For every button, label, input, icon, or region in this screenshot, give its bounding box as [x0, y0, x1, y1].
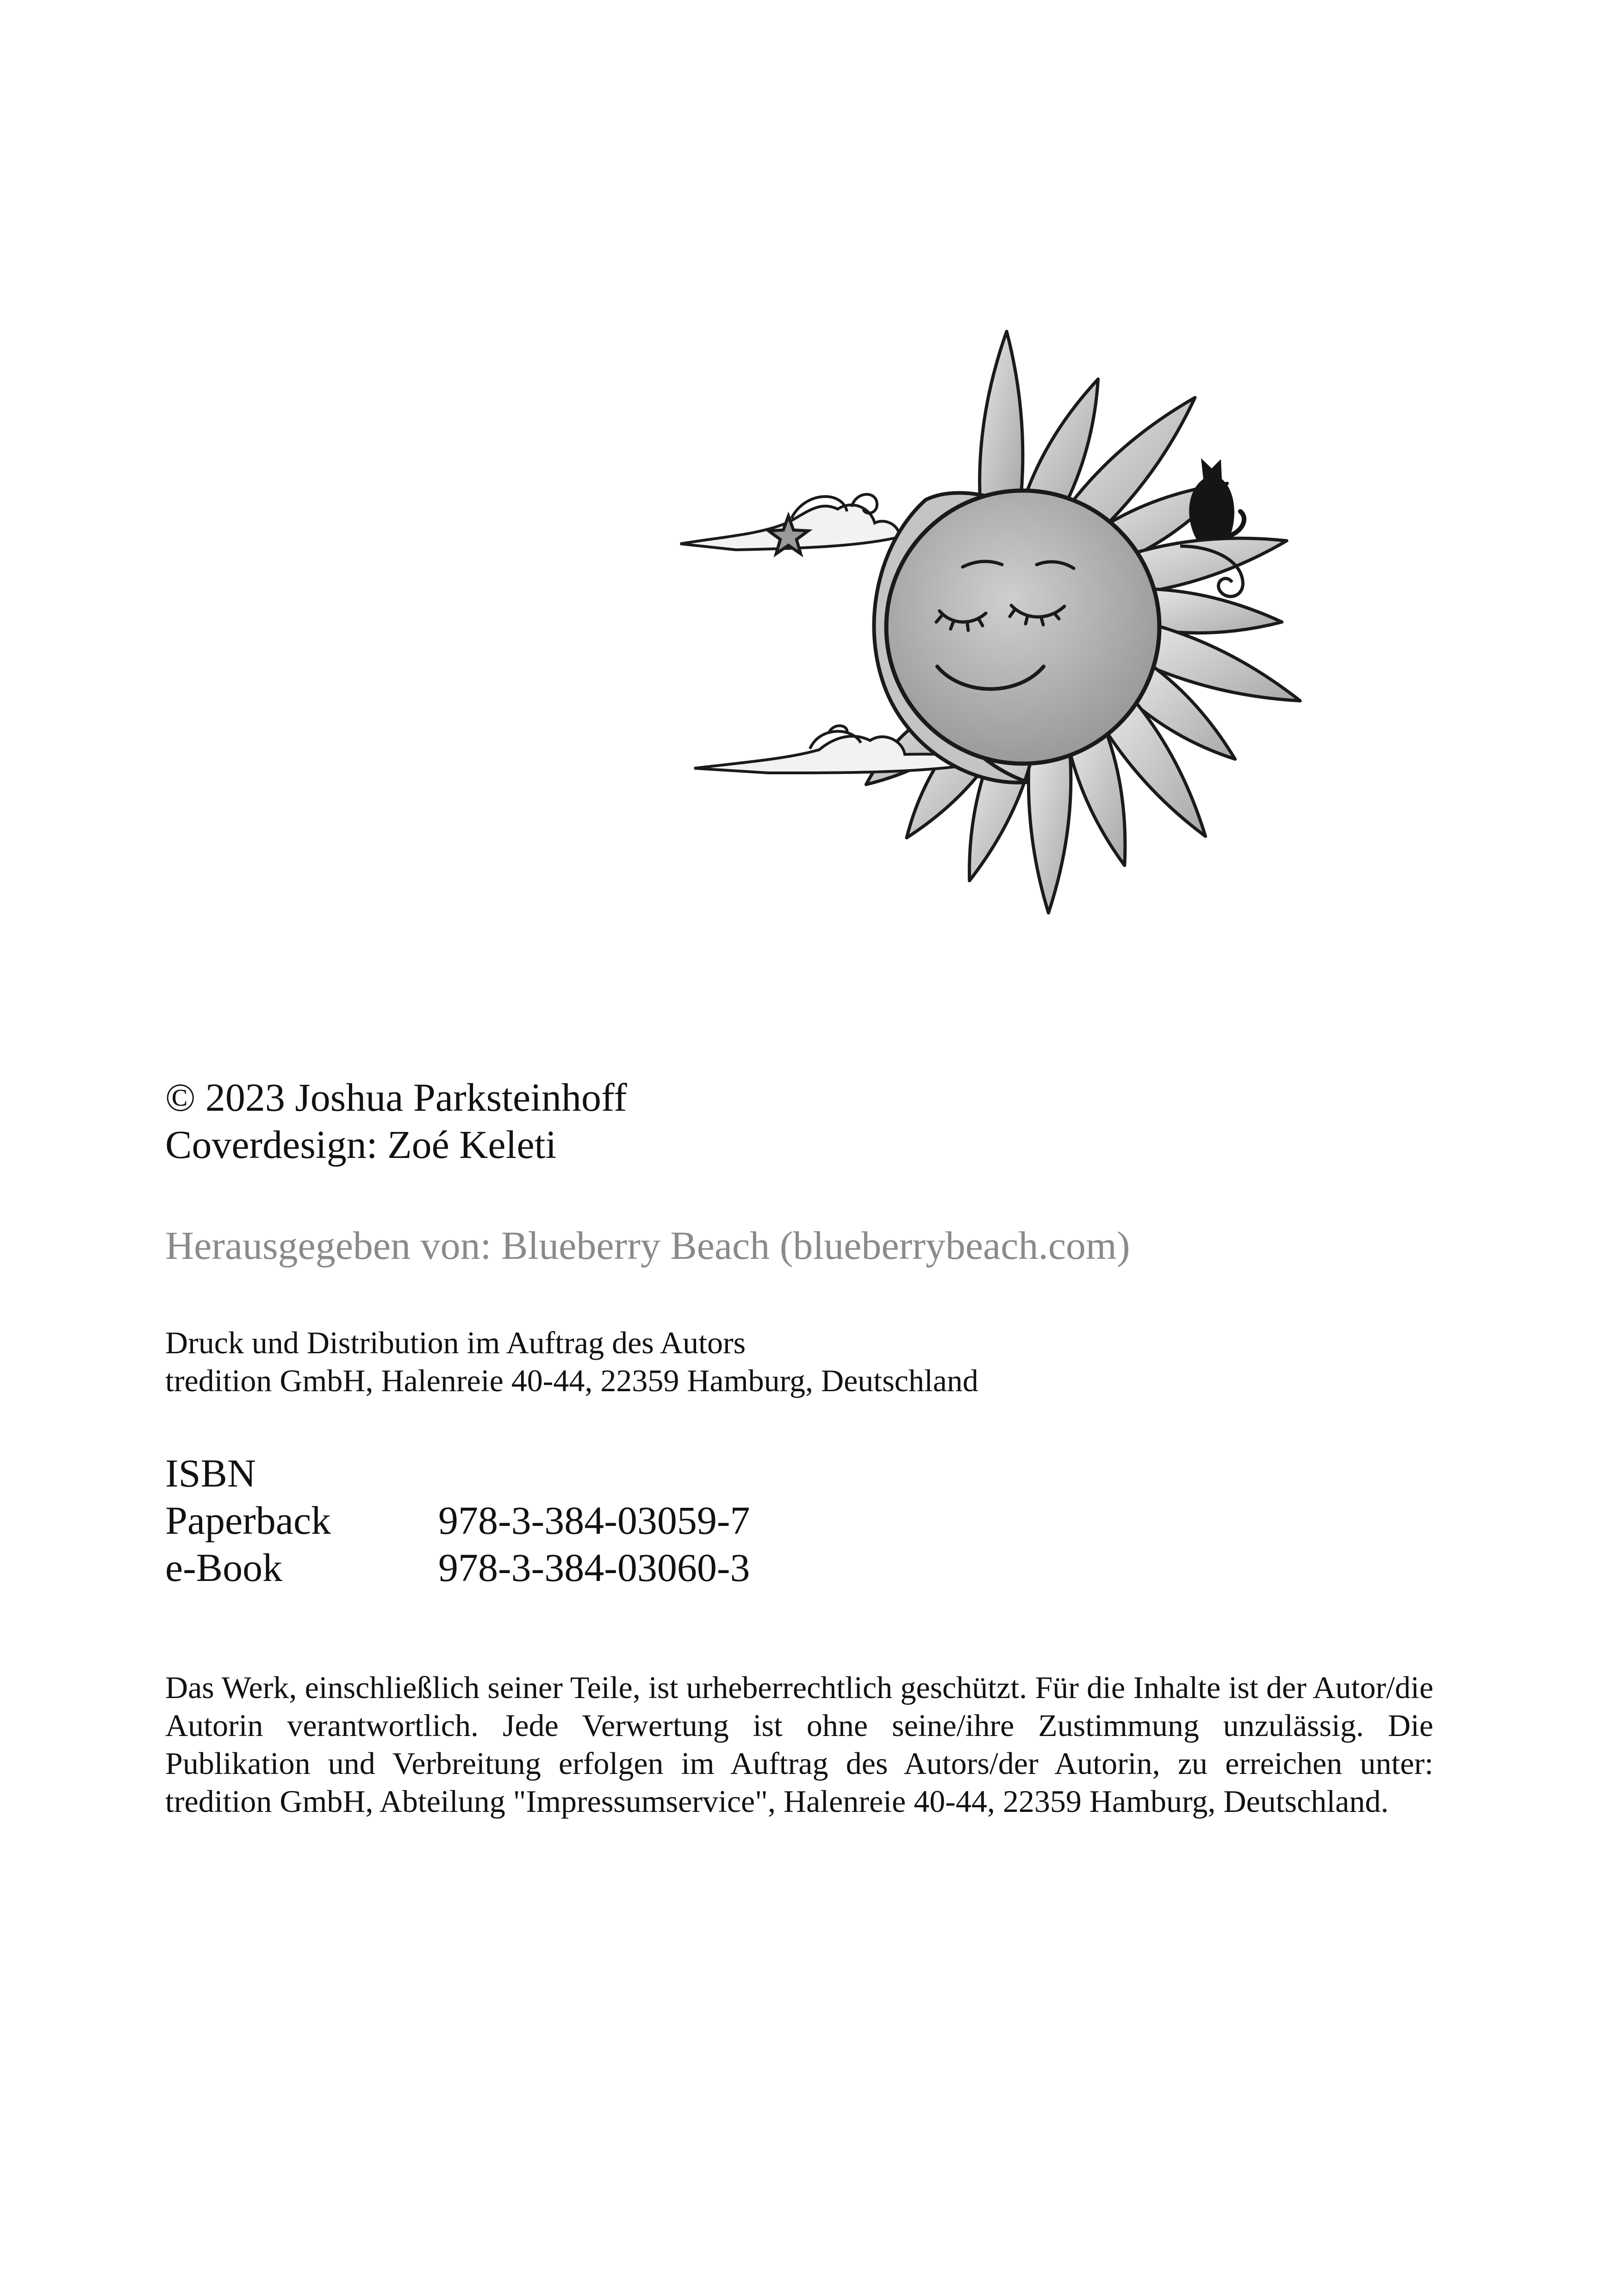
- isbn-label: e-Book: [165, 1545, 283, 1590]
- sun-face: [886, 491, 1159, 764]
- isbn-value: 978-3-384-03060-3: [438, 1545, 750, 1590]
- sun-ray: [1028, 748, 1071, 913]
- isbn-label: Paperback: [165, 1498, 331, 1543]
- isbn-value: 978-3-384-03059-7: [438, 1498, 750, 1543]
- publisher-line: Herausgegeben von: Blueberry Beach (blueberrybeach.com): [165, 1223, 1130, 1268]
- cover-design-line: Coverdesign: Zoé Keleti: [165, 1122, 557, 1167]
- legal-notice: Das Werk, einschließlich seiner Teile, ist urheberrechtlich geschützt. Für die Inhalte ist der Autor/die Autorin verantwortlich. Jede Verwertung ist ohne seine/ihre Zustimmung unzulässig. Die Publikation und Verbreitung erfolgen im Auftrag des Autors/der Autorin, zu erreichen unter: tredition GmbH, Abteilung "Impressumservice", Halenreie 40-44, 22359 Hamburg, Deutschland.: [165, 1670, 1433, 1819]
- isbn-block: [165, 1450, 750, 1591]
- isbn-heading: ISBN: [165, 1451, 256, 1495]
- sun-ray: [980, 331, 1023, 505]
- print-distribution-block: [165, 1324, 978, 1400]
- isbn-row-ebook: [165, 1544, 750, 1591]
- copyright-line: © 2023 Joshua Parksteinhoff: [165, 1075, 627, 1120]
- print-line: Druck und Distribution im Auftrag des Autors: [165, 1325, 746, 1360]
- cat-icon: [1189, 458, 1244, 539]
- sun-ray: [1147, 589, 1282, 633]
- address-line: tredition GmbH, Halenreie 40-44, 22359 Hamburg, Deutschland: [165, 1363, 978, 1398]
- copyright-block: [165, 1074, 627, 1168]
- sun-moon-illustration: [666, 241, 1388, 972]
- isbn-row-paperback: [165, 1497, 750, 1544]
